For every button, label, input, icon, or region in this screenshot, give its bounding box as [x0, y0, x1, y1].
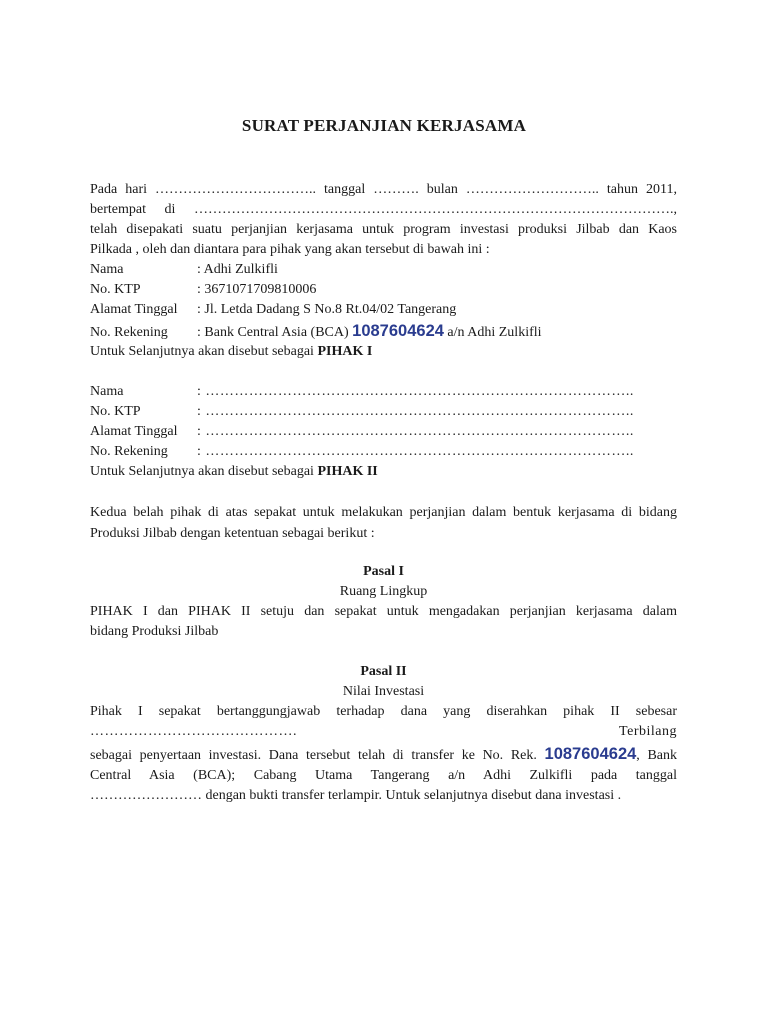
pihak2-alamat-label: Alamat Tinggal: [90, 424, 178, 439]
pasal2-subheading: Nilai Investasi: [342, 684, 425, 699]
pasal1-line-2: bidang Produksi Jilbab: [90, 624, 219, 639]
document-body: [90, 180, 677, 806]
document-title: SURAT PERJANJIAN KERJASAMA: [241, 116, 527, 135]
agreement-line-2: Produksi Jilbab dengan ketentuan sebagai berikut :: [90, 526, 375, 541]
pihak2-alamat-row: [90, 422, 677, 442]
pihak2-ktp-row: [90, 402, 677, 422]
spacer: [90, 482, 677, 502]
pihak1-nama-value: : Adhi Zulkifli: [197, 262, 278, 277]
spacer: [90, 362, 677, 382]
pihak2-closing: [90, 462, 677, 482]
spacer: [90, 544, 677, 562]
pihak2-rekening-row: [90, 442, 677, 462]
pihak1-alamat-value: : Jl. Letda Dadang S No.8 Rt.04/02 Tangerang: [197, 302, 457, 317]
pihak2-ktp-blank: : ……………………………………………………………………………..: [197, 404, 634, 419]
pihak2-party-name: PIHAK II: [317, 464, 378, 479]
pasal2-line-2: ……………………………………. Terbilang: [90, 724, 677, 739]
pihak1-nama-label: Nama: [90, 262, 124, 277]
pihak1-closing: [90, 342, 677, 362]
pasal2-line-3-suffix: , Bank: [636, 748, 677, 763]
agreement-line-1: Kedua belah pihak di atas sepakat untuk melakukan perjanjian dalam bentuk kerjasama di bidang: [90, 505, 677, 520]
pihak2-nama-row: [90, 382, 677, 402]
intro-line-4: Pilkada , oleh dan diantara para pihak yang akan tersebut di bawah ini :: [90, 242, 490, 257]
pasal2-line-3-prefix: sebagai penyertaan investasi. Dana tersebut telah di transfer ke No. Rek.: [90, 748, 545, 763]
pihak1-ktp-value: : 3671071709810006: [197, 282, 317, 297]
pihak1-rekening-label: No. Rekening: [90, 325, 168, 340]
pihak2-ktp-label: No. KTP: [90, 404, 141, 419]
pasal1-heading: Pasal I: [363, 564, 404, 579]
pihak2-nama-blank: : ……………………………………………………………………………..: [197, 384, 634, 399]
pihak1-rekening-row: [90, 320, 677, 342]
pasal1-subheading: Ruang Lingkup: [339, 584, 428, 599]
pihak2-alamat-blank: : ……………………………………………………………………………..: [197, 424, 634, 439]
spacer: [90, 642, 677, 662]
pihak1-rekening-number: 1087604624: [352, 322, 444, 340]
pihak1-rekening-prefix: : Bank Central Asia (BCA): [197, 325, 353, 340]
intro-line-2: bertempat di ………………………………………………………………………………………….,: [90, 202, 677, 217]
pasal2-line-5: …………………… dengan bukti transfer terlampir. Untuk selanjutnya disebut dana investasi .: [90, 788, 622, 803]
pasal2-line-4: Central Asia (BCA); Cabang Utama Tangerang a/n Adhi Zulkifli pada tanggal: [90, 768, 677, 783]
pihak2-rekening-blank: : ……………………………………………………………………………..: [197, 444, 634, 459]
intro-line-1: Pada hari …………………………….. tanggal ………. bulan ……………………….. tahun 2011,: [90, 182, 677, 197]
pihak1-ktp-label: No. KTP: [90, 282, 141, 297]
pihak1-closing-text: Untuk Selanjutnya akan disebut sebagai: [90, 344, 318, 359]
pihak1-rekening-suffix: a/n Adhi Zulkifli: [443, 325, 542, 340]
pihak2-nama-label: Nama: [90, 384, 124, 399]
pasal2-line-1: Pihak I sepakat bertanggungjawab terhadap dana yang diserahkan pihak II sebesar: [90, 704, 677, 719]
pihak1-nama-row: [90, 260, 677, 280]
pihak1-party-name: PIHAK I: [317, 344, 373, 359]
intro-line-3: telah disepakati suatu perjanjian kerjasama untuk program investasi produksi Jilbab dan Kaos: [90, 222, 677, 237]
pihak2-closing-text: Untuk Selanjutnya akan disebut sebagai: [90, 464, 318, 479]
pihak1-ktp-row: [90, 280, 677, 300]
pasal2-line-3: [90, 742, 677, 766]
pihak2-rekening-label: No. Rekening: [90, 444, 168, 459]
pasal1-line-1: PIHAK I dan PIHAK II setuju dan sepakat untuk mengadakan perjanjian kerjasama dalam: [90, 604, 677, 619]
pasal2-heading: Pasal II: [360, 664, 407, 679]
pasal2-rekening-number: 1087604624: [544, 745, 637, 763]
pihak1-alamat-row: [90, 300, 677, 320]
pihak1-alamat-label: Alamat Tinggal: [90, 302, 178, 317]
